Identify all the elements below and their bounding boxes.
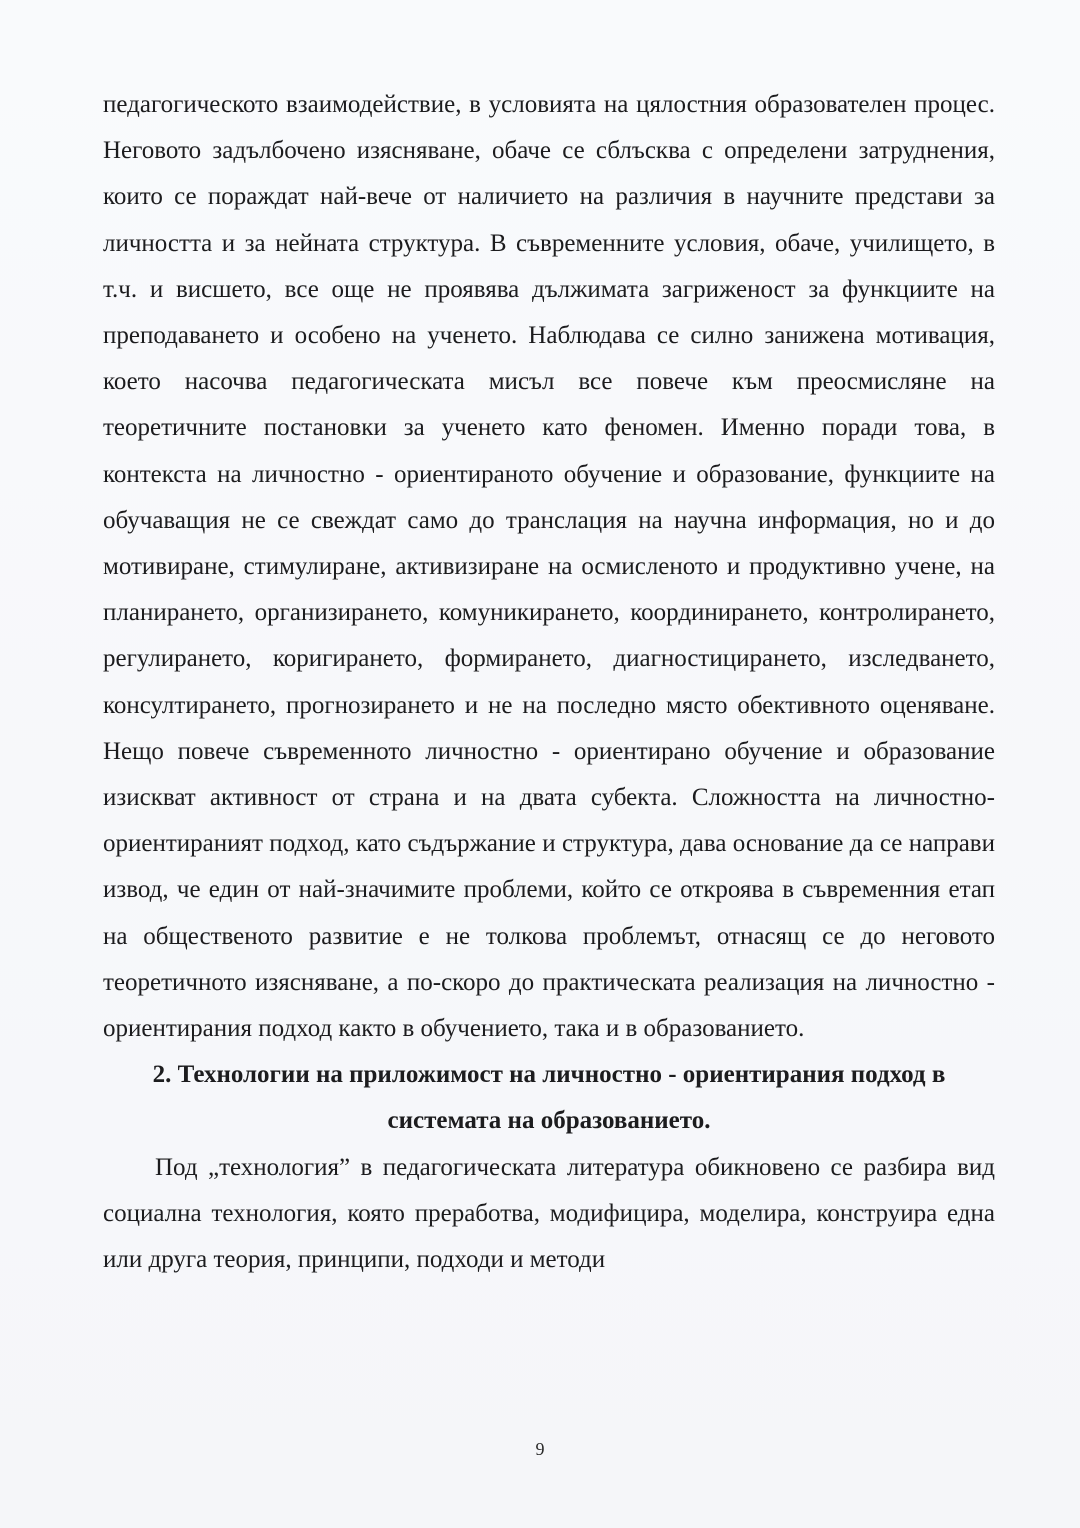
body-paragraph: педагогическото взаимодействие, в условията на цялостния образователен процес. Неговото задълбочено изясняване, обаче се сблъсква с определени затруднения, които се пораждат най-вече от наличието на различия в научните представи за личността и за нейната структура. В съвременните условия, обаче, училището, в т.ч. и висшето, все още не проявява дължимата загриженост за функциите на преподаването и особено на ученето. Наблюдава се силно занижена мотивация, което насочва педагогическата мисъл все повече към преосмисляне на теоретичните постановки за ученето като феномен. Именно поради това, в контекста на личностно - ориентираното обучение и образование, функциите на обучаващия не се свеждат само до транслация на научна информация, но и до мотивиране, стимулиране, активизиране на осмисленото и продуктивно учене, на планирането, организирането, комуникирането, координирането, контролирането, регулирането, коригирането, формирането, диагностицирането, изследването, консултирането, прогнозирането и не на последно място обективното оценяване. Нещо повече съвременното личностно - ориентирано обучение и образование изискват активност от страна и на двата субекта. Сложността на личностно-ориентираният подход, като съдържание и структура, дава основание да се направи извод, че един от най-значимите проблеми, който се откроява в съвременния етап на общественото развитие е не толкова проблемът, отнасящ се до неговото теоретичното изясняване, а по-скоро до практическата реализация на личностно - ориентирания подход както в обучението, така и в образованието. bbox=[103, 91, 995, 1043]
section-heading: 2. Технологии на приложимост на личностно - ориентирания подход в системата на образованието. bbox=[152, 1061, 946, 1135]
page-number: 9 bbox=[535, 1439, 545, 1459]
body-paragraph-continued: Под „технология” в педагогическата литература обикновено се разбира вид социална технология, която преработва, модифицира, моделира, конструира една или друга теория, принципи, подходи и методи bbox=[103, 1153, 995, 1274]
page-content bbox=[103, 82, 995, 1283]
